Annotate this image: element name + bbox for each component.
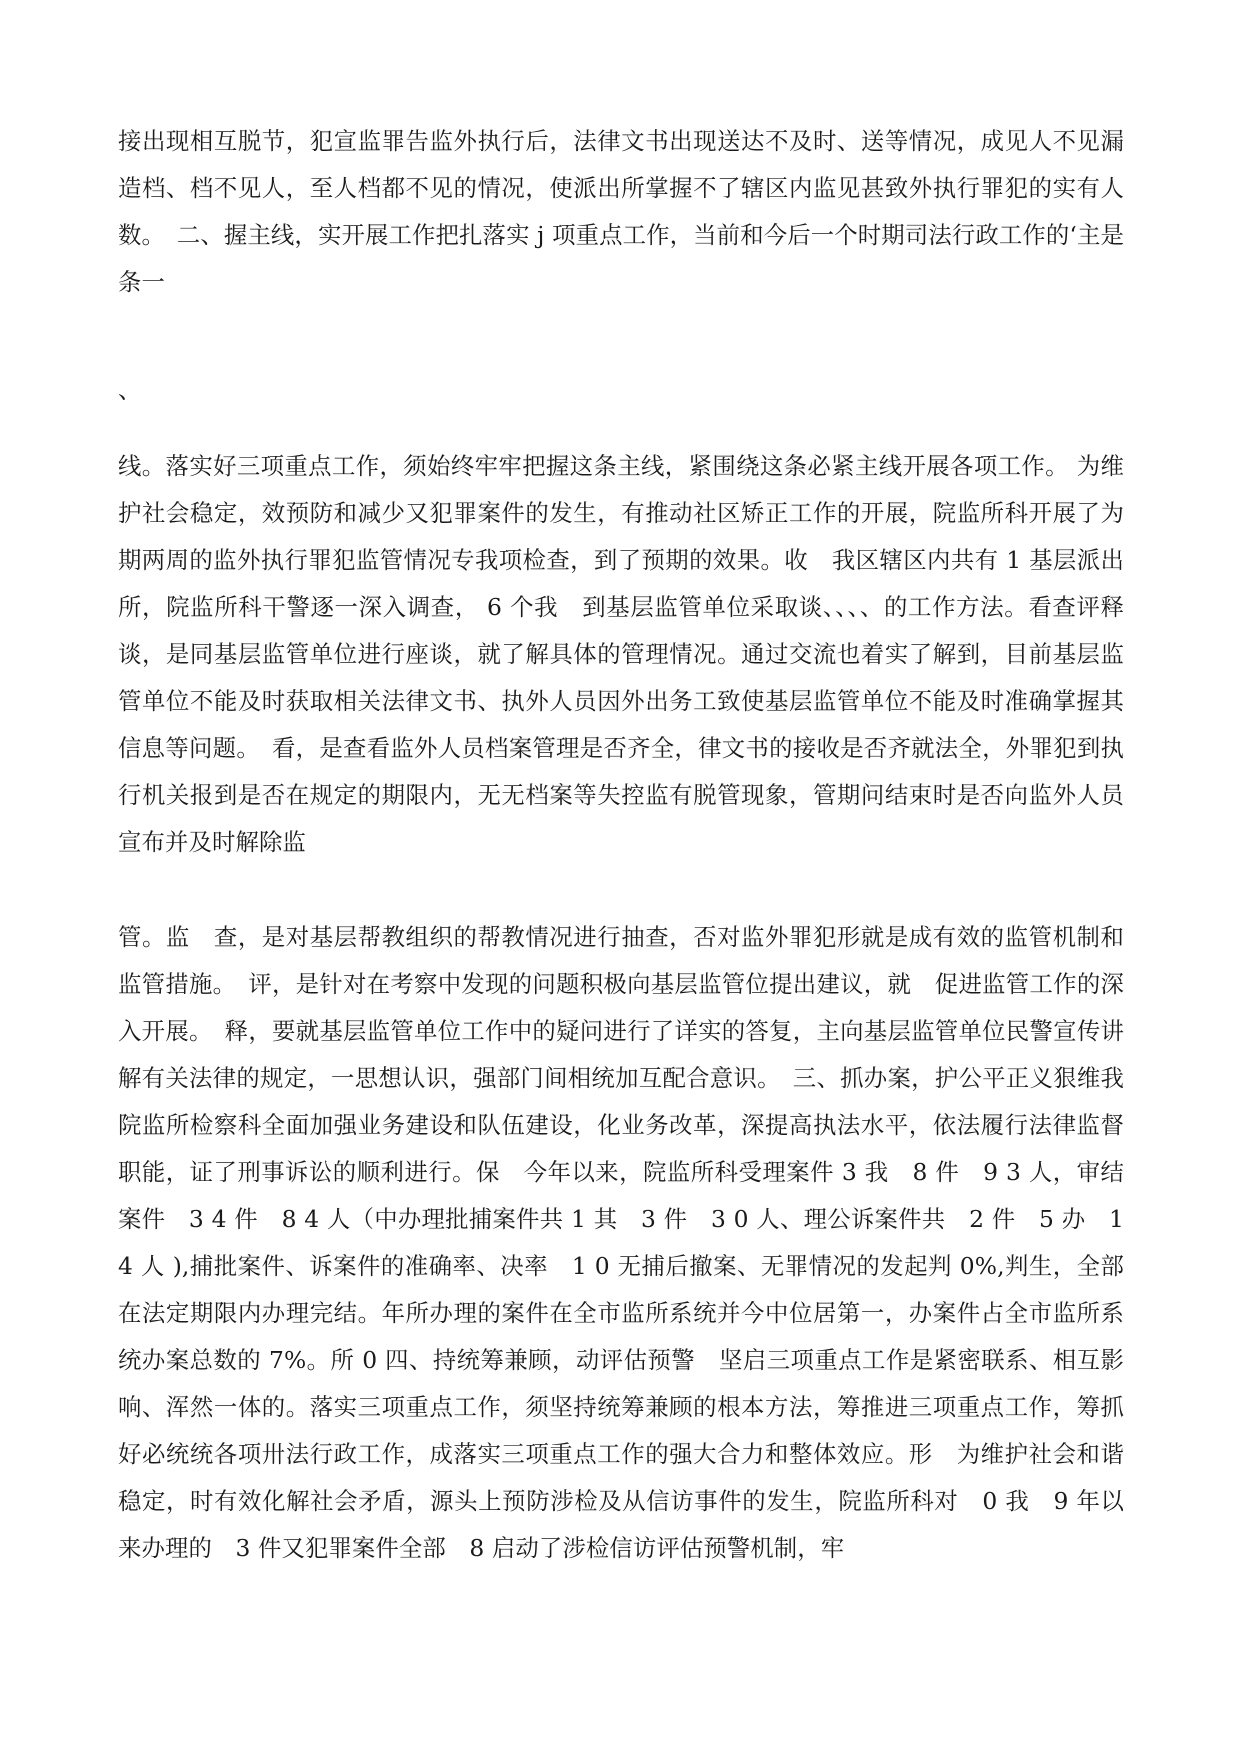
paragraph-2: 、 — [118, 376, 142, 404]
paragraph-1: 接出现相互脱节，犯宣监罪告监外执行后，法律文书出现送达不及时、送等情况，成见人不见漏造档、档不见人，至人档都不见的情况，使派出所掌握不了辖区内监见甚致外执行罪犯的实有人数。 二、握主线，实开展工作把扎落实 j 项重点工作，当前和今后一个时期司法行政工作的‘主是条一 — [118, 127, 1124, 296]
paragraph-3: 线。落实好三项重点工作，须始终牢牢把握这条主线，紧围绕这条必紧主线开展各项工作。 为维护社会稳定，效预防和减少又犯罪案件的发生，有推动社区矫正工作的开展，院监所科开展了为期两周的监外执行罪犯监管情况专我项检查，到了预期的效果。收 我区辖区内共有 1 基层派出所，院监所科干警逐一深入调查， 6 个我 到基层监管单位采取谈、、、、的工作方法。看查评释 谈，是同基层监管单位进行座谈，就了解具体的管理情况。通过交流也着实了解到，目前基层监管单位不能及时获取相关法律文书、执外人员因外出务工致使基层监管单位不能及时准确掌握其信息等问题。 看，是查看监外人员档案管理是否齐全，律文书的接收是否齐就法全，外罪犯到执行机关报到是否在规定的期限内，无无档案等失控监有脱管现象，管期问结束时是否向监外人员宣布并及时解除监 — [118, 452, 1148, 856]
paragraph-4: 管。监 查，是对基层帮教组织的帮教情况进行抽查，否对监外罪犯形就是成有效的监管机制和监管措施。 评，是针对在考察中发现的问题积极向基层监管位提出建议，就 促进监管工作的深入开展。 释，要就基层监管单位工作中的疑问进行了详实的答复，主向基层监管单位民警宣传讲解有关法律的规定，一思想认识，强部门间相统加互配合意识。 三、抓办案，护公平正义狠维我院监所检察科全面加强业务建设和队伍建设，化业务改革，深提高执法水平，依法履行法律监督职能，证了刑事诉讼的顺利进行。保 今年以来，院监所科受理案件 3 我 8 件 9 3 人，审结案件 3 4 件 8 4 人（中办理批捕案件共 1 其 3 件 3 0 人、理公诉案件共 2 件 5 办 1 4 人 ),捕批案件、诉案件的准确率、决率 1 0 无捕后撤案、无罪情况的发起判 0%,判生，全部在法定期限内办理完结。年所办理的案件在全市监所系统并今中位居第一，办案件占全市监所系统办案总数的 7%。所 0 四、持统筹兼顾，动评估预警 坚启三项重点工作是紧密联系、相互影响、浑然一体的。落实三项重点工作，须坚持统筹兼顾的根本方法，筹推进三项重点工作，筹抓好必统统各项卅法行政工作，成落实三项重点工作的强大合力和整体效应。形 为维护社会和谐稳定，时有效化解社会矛盾，源头上预防涉检及从信访事件的发生，院监所科对 0 我 9 年以来办理的 3 件又犯罪案件全部 8 启动了涉检信访评估预警机制，牢 — [118, 923, 1124, 1562]
